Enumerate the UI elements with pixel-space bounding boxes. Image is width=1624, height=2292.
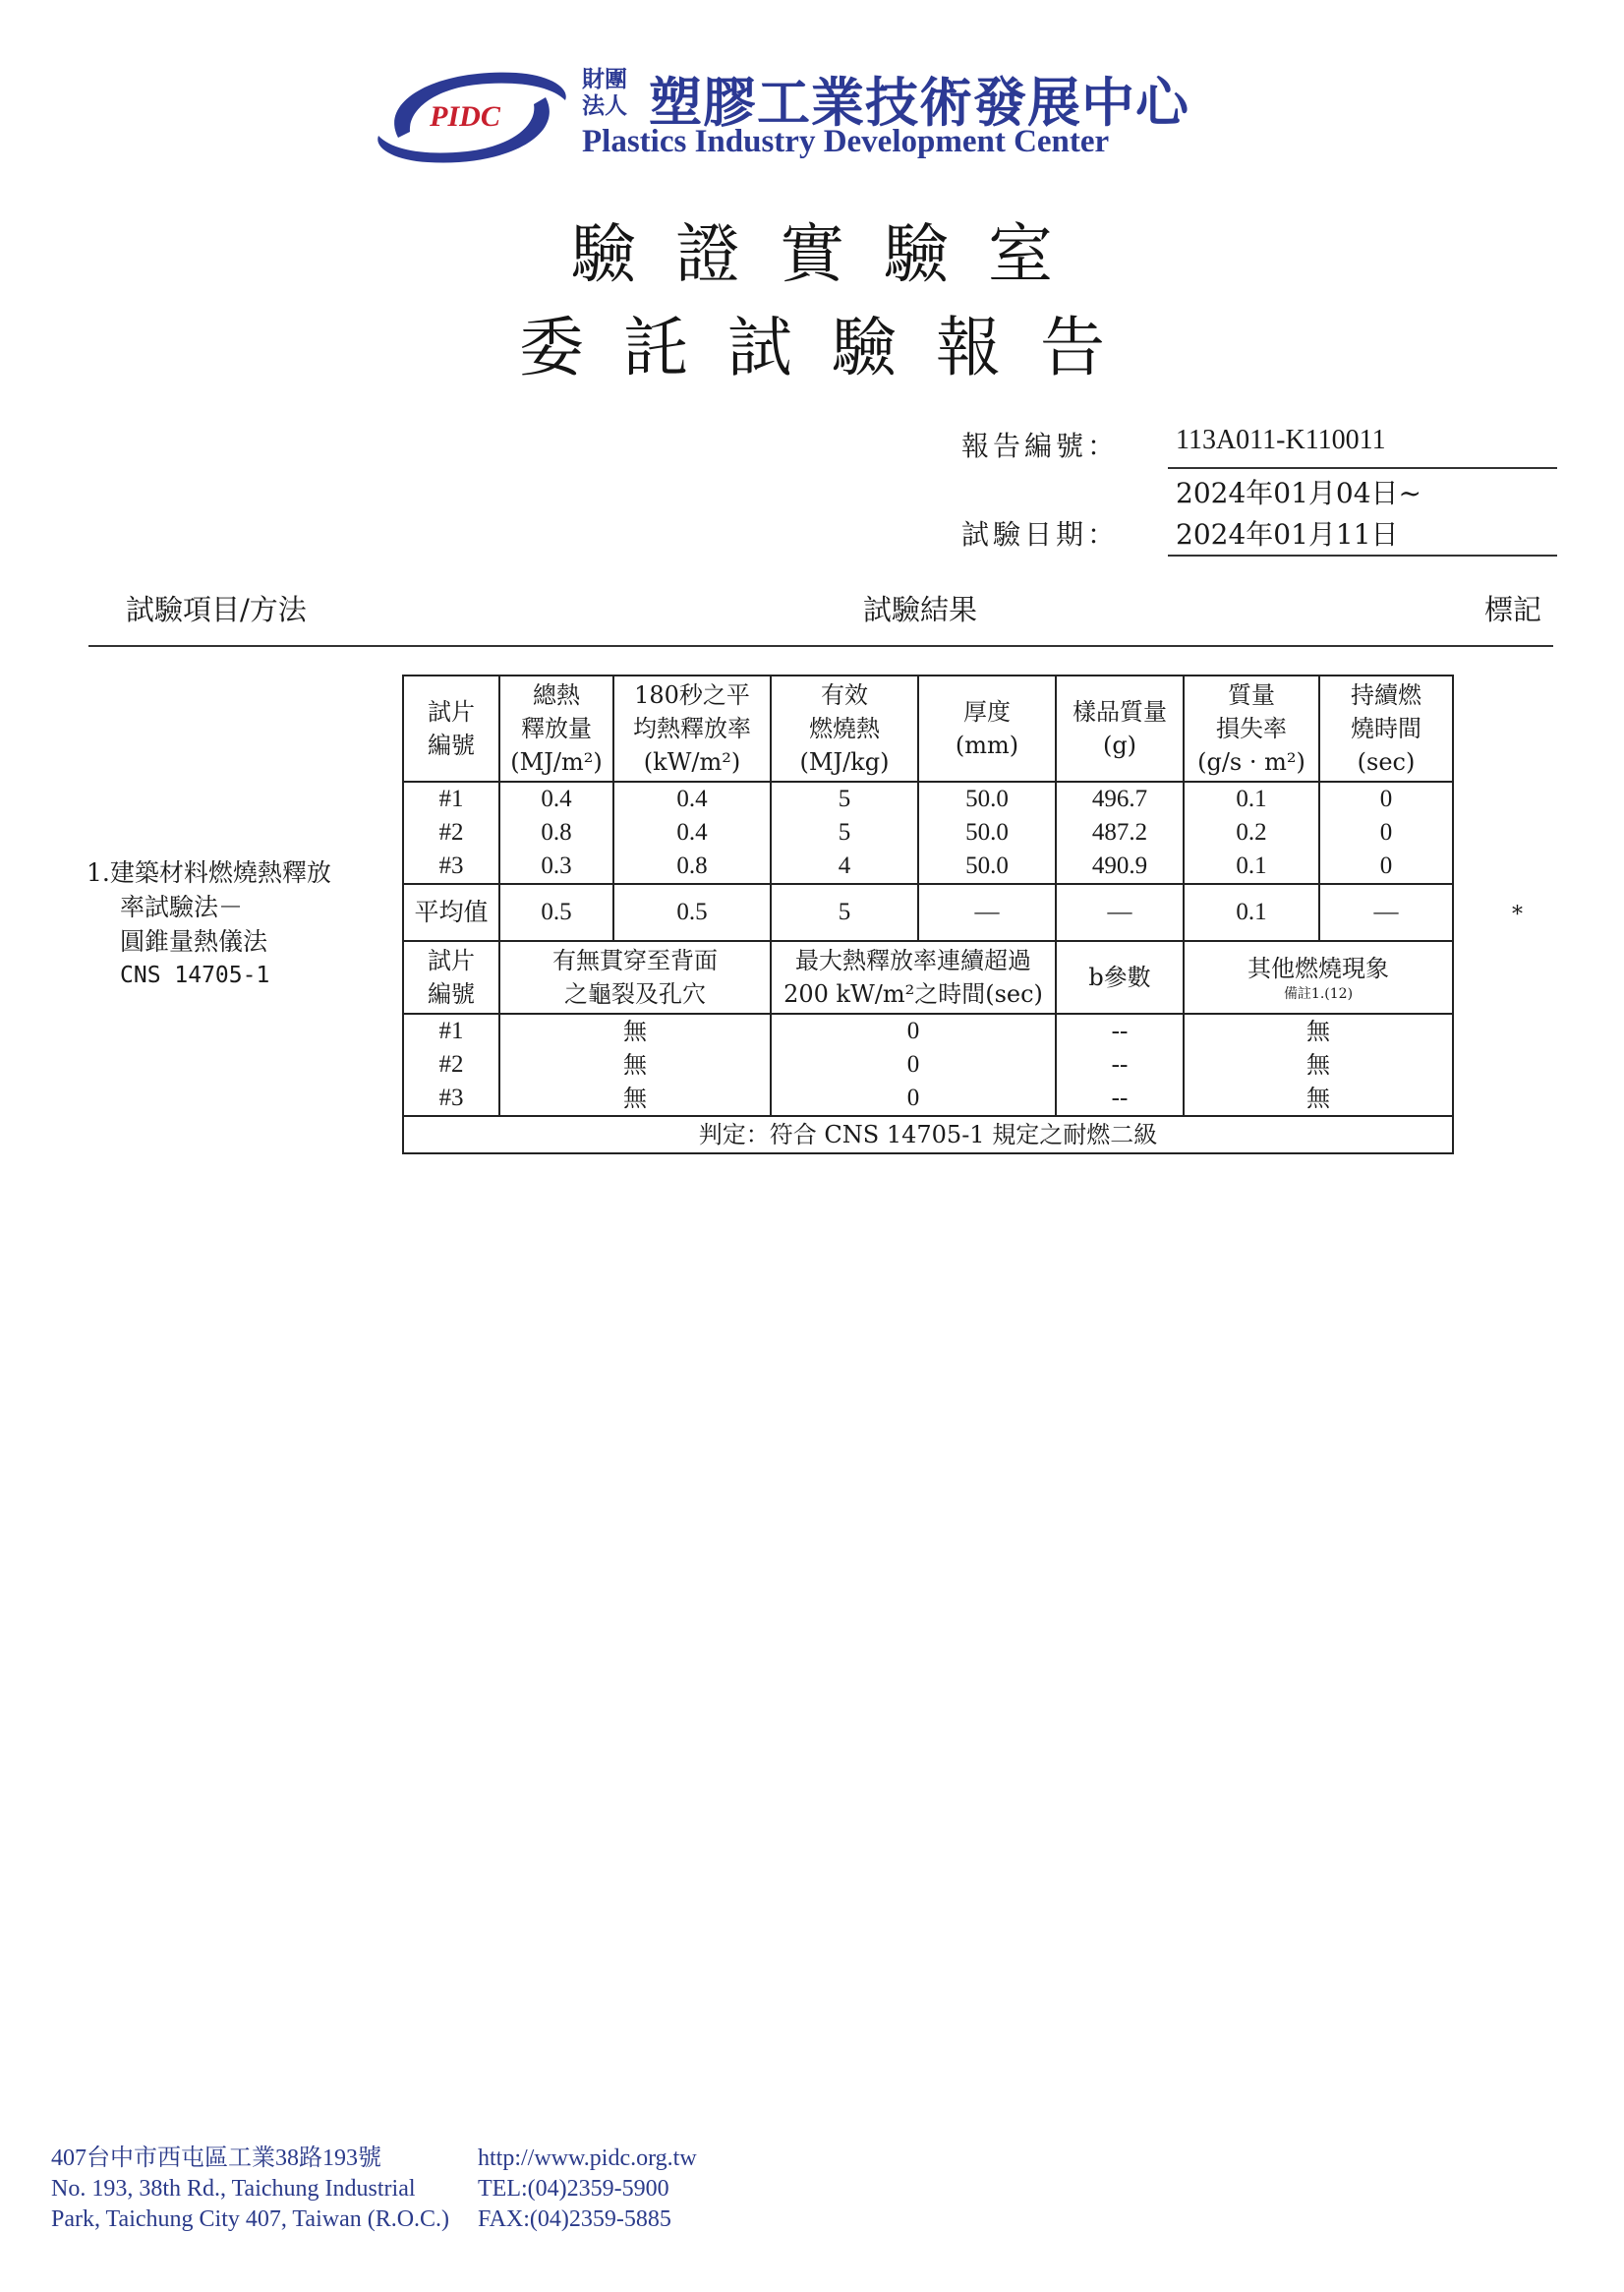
average-row: 平均值 0.5 0.5 5 — — 0.1 — bbox=[403, 884, 1453, 941]
table-row: #3 0.3 0.8 4 50.0 490.9 0.1 0 bbox=[403, 850, 1453, 884]
conclusion: 判定：符合 CNS 14705-1 規定之耐燃二級 bbox=[403, 1116, 1453, 1153]
header-sample-mass: 樣品質量 (g) bbox=[1056, 676, 1184, 782]
results-table bbox=[402, 675, 1454, 1154]
table-row: #2 無 0 -- 無 bbox=[403, 1048, 1453, 1082]
test-item-line: 圓錐量熱儀法 bbox=[120, 927, 268, 956]
header-effective-heat-combustion: 有效 燃燒熱 (MJ/kg) bbox=[771, 676, 918, 782]
header2-time-over-200: 最大熱釋放率連續超過 200 kW/m²之時間(sec) bbox=[771, 941, 1056, 1014]
column-mark: 標記 bbox=[1484, 593, 1542, 626]
header-sustained-flaming: 持續燃 燒時間 (sec) bbox=[1319, 676, 1453, 782]
test-item-description bbox=[87, 855, 381, 993]
table-row: #3 無 0 -- 無 bbox=[403, 1082, 1453, 1116]
report-title: 委託試驗報告 bbox=[519, 310, 1144, 385]
org-name-english: Plastics Industry Development Center bbox=[582, 124, 1110, 159]
column-test-result: 試驗結果 bbox=[863, 593, 978, 626]
table-header-row bbox=[403, 676, 1453, 782]
remark-note: 備註1.(12) bbox=[1283, 986, 1354, 1002]
header-avg-heat-release-180s: 180秒之平 均熱釋放率 (kW/m²) bbox=[613, 676, 771, 782]
report-number-label: 報告編號： bbox=[961, 430, 1120, 462]
lab-title: 驗證實驗室 bbox=[571, 216, 1092, 292]
mark-asterisk: * bbox=[1512, 903, 1523, 927]
table-row: #1 無 0 -- 無 bbox=[403, 1014, 1453, 1048]
test-date-label: 試驗日期： bbox=[961, 518, 1120, 551]
footer-contact bbox=[478, 2144, 697, 2235]
header2-specimen: 試片 編號 bbox=[403, 941, 499, 1014]
footer-address bbox=[51, 2144, 449, 2235]
address-english-1: No. 193, 38th Rd., Taichung Industrial bbox=[51, 2176, 416, 2202]
header2-b-parameter: b參數 bbox=[1056, 941, 1184, 1014]
test-date-underline bbox=[1168, 555, 1557, 557]
table-row: #2 0.8 0.4 5 50.0 487.2 0.2 0 bbox=[403, 816, 1453, 850]
column-test-item: 試驗項目/方法 bbox=[126, 593, 307, 626]
test-item-standard: CNS 14705-1 bbox=[120, 963, 270, 988]
report-number: 113A011-K110011 bbox=[1176, 425, 1386, 455]
average-label: 平均值 bbox=[403, 884, 499, 941]
test-item-line: 1.建築材料燃燒熱釋放 bbox=[87, 858, 331, 887]
header-specimen: 試片 編號 bbox=[403, 676, 499, 782]
address-english-2: Park, Taichung City 407, Taiwan (R.O.C.) bbox=[51, 2206, 450, 2232]
table-header-row-2 bbox=[403, 941, 1453, 1014]
fax: FAX:(04)2359-5885 bbox=[478, 2206, 671, 2232]
org-legal-status: 財團 法人 bbox=[582, 67, 627, 119]
conclusion-row bbox=[403, 1116, 1453, 1153]
test-item-line: 率試驗法－ bbox=[120, 893, 244, 921]
test-date-from: 2024年01月04日~ bbox=[1176, 477, 1421, 509]
header-total-heat-release: 總熱 釋放量 (MJ/m²) bbox=[499, 676, 613, 782]
pidc-logo bbox=[369, 61, 575, 174]
table-row: #1 0.4 0.4 5 50.0 496.7 0.1 0 bbox=[403, 782, 1453, 816]
svg-text:PIDC: PIDC bbox=[430, 100, 500, 133]
test-date-to: 2024年01月11日 bbox=[1176, 518, 1399, 551]
org-name-chinese: 塑膠工業技術發展中心 bbox=[649, 72, 1189, 134]
report-number-underline bbox=[1168, 467, 1557, 469]
address-chinese: 407台中市西屯區工業38路193號 bbox=[51, 2145, 381, 2171]
header-divider bbox=[88, 645, 1553, 647]
header2-crack-hole: 有無貫穿至背面 之龜裂及孔穴 bbox=[499, 941, 771, 1014]
website-link[interactable]: http://www.pidc.org.tw bbox=[478, 2145, 697, 2171]
header-mass-loss-rate: 質量 損失率 (g/s · m²) bbox=[1184, 676, 1319, 782]
header2-other-phenomena: 其他燃燒現象 備註1.(12) bbox=[1184, 941, 1453, 1014]
telephone: TEL:(04)2359-5900 bbox=[478, 2176, 669, 2202]
header-thickness: 厚度 (mm) bbox=[918, 676, 1056, 782]
